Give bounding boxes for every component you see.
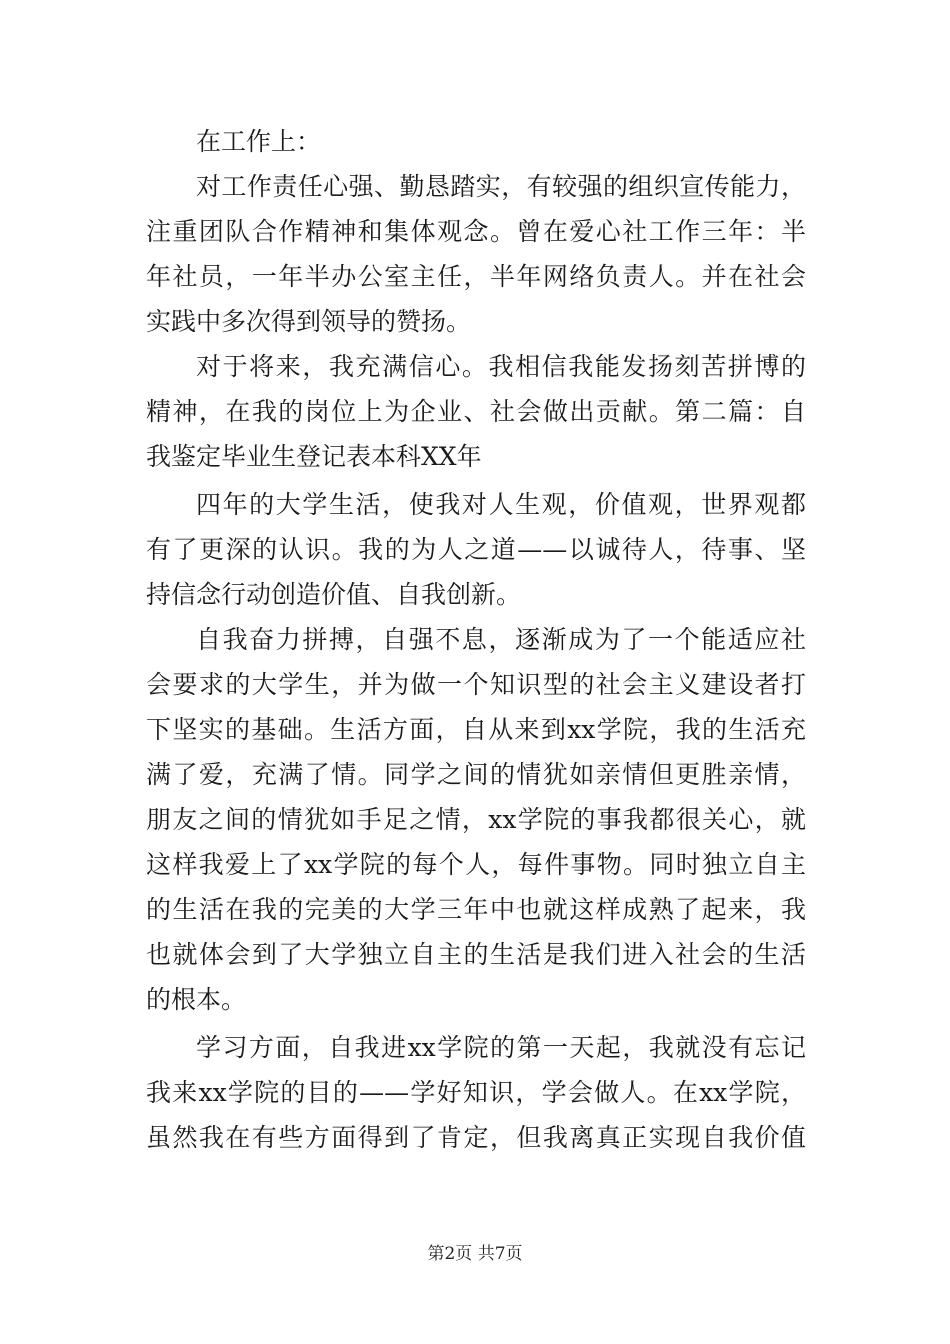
- text-line: 我鉴定毕业生登记表本科XX年: [146, 442, 482, 471]
- text-line: 实践中多次得到领导的赞扬。: [146, 307, 472, 336]
- text-line: 自我奋力拼搏，自强不息，逐渐成为了一个能适应社: [196, 625, 806, 654]
- text-line: 对工作责任心强、勤恳踏实，有较强的组织宣传能力，: [196, 172, 806, 201]
- page-footer: 第2页 共7页: [427, 1244, 523, 1264]
- text-line: 注重团队合作精神和集体观念。曾在爱心社工作三年：半: [146, 217, 806, 246]
- text-line: 在工作上：: [196, 127, 322, 156]
- text-line: 四年的大学生活，使我对人生观，价值观，世界观都: [196, 490, 806, 519]
- text-line: 这样我爱上了xx学院的每个人，每件事物。同时独立自主: [146, 850, 806, 879]
- text-line: 持信念行动创造价值、自我创新。: [146, 580, 522, 609]
- text-line: 也就体会到了大学独立自主的生活是我们进入社会的生活: [146, 940, 806, 969]
- text-line: 学习方面，自我进xx学院的第一天起，我就没有忘记: [196, 1033, 806, 1062]
- text-line: 有了更深的认识。我的为人之道——以诚待人，待事、坚: [146, 535, 806, 564]
- text-line: 朋友之间的情犹如手足之情，xx学院的事我都很关心，就: [146, 805, 806, 834]
- text-line: 的根本。: [146, 985, 247, 1014]
- text-line: 的生活在我的完美的大学三年中也就这样成熟了起来，我: [146, 895, 806, 924]
- text-line: 会要求的大学生，并为做一个知识型的社会主义建设者打: [146, 670, 806, 699]
- text-line: 满了爱，充满了情。同学之间的情犹如亲情但更胜亲情，: [146, 760, 806, 789]
- text-line: 精神，在我的岗位上为企业、社会做出贡献。第二篇：自: [146, 397, 806, 426]
- text-line: 虽然我在有些方面得到了肯定，但我离真正实现自我价值: [146, 1123, 806, 1152]
- text-line: 年社员，一年半办公室主任，半年网络负责人。并在社会: [146, 262, 806, 291]
- text-line: 下坚实的基础。生活方面，自从来到xx学院，我的生活充: [146, 715, 806, 744]
- text-line: 对于将来，我充满信心。我相信我能发扬刻苦拼博的: [196, 352, 806, 381]
- text-line: 我来xx学院的目的——学好知识，学会做人。在xx学院，: [146, 1078, 806, 1107]
